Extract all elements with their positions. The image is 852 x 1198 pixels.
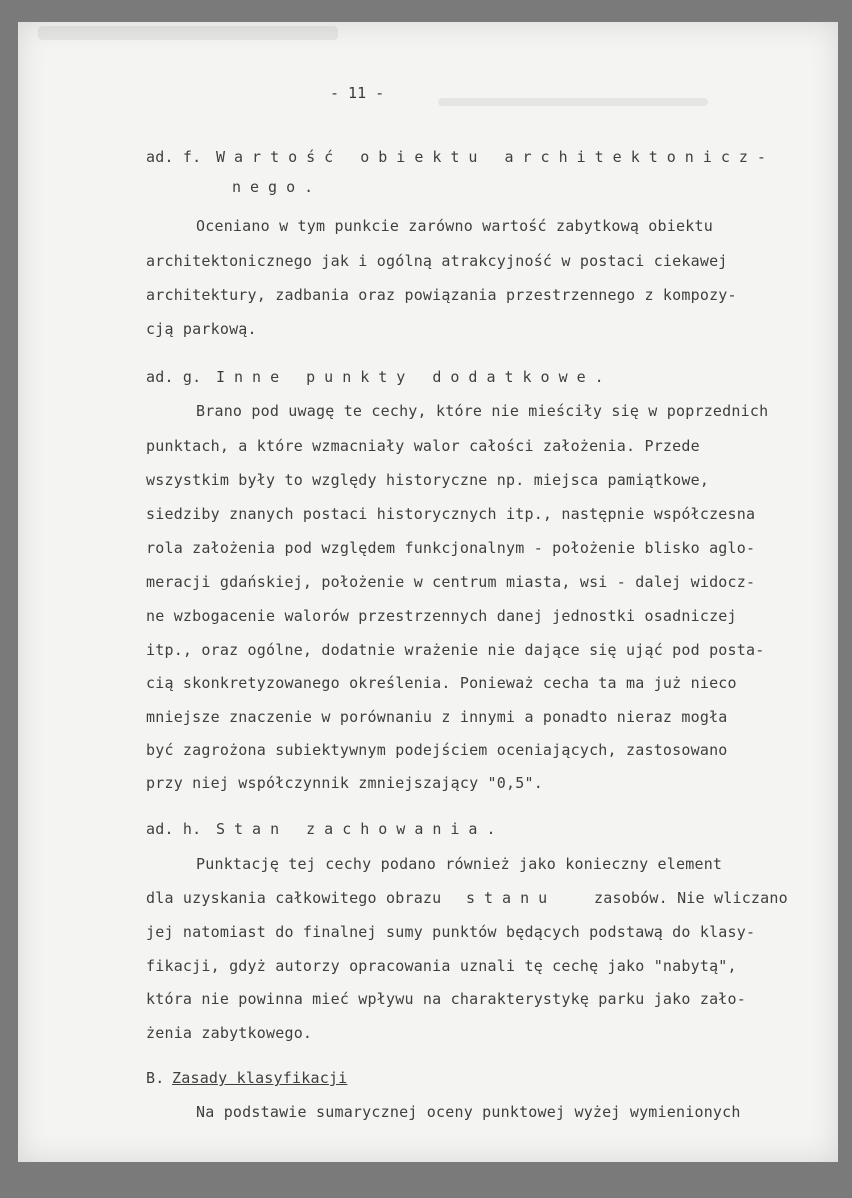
section-g-line: meracji gdańskiej, położenie w centrum miasta, wsi - dalej widocz- <box>146 573 756 591</box>
section-g-line: punktach, a które wzmacniały walor całości założenia. Przede <box>146 437 700 455</box>
section-g-line: siedziby znanych postaci historycznych itp., następnie współczesna <box>146 505 756 523</box>
section-g-prefix: ad. g. <box>146 368 202 386</box>
section-f-line: architektonicznego jak i ogólną atrakcyjność w postaci ciekawej <box>146 252 728 270</box>
section-h-line-part: dla uzyskania całkowitego obrazu <box>146 889 442 907</box>
scan-smudge <box>438 98 708 106</box>
section-g-line: rola założenia pod względem funkcjonalnym - położenie blisko aglo- <box>146 539 756 557</box>
section-h-line: która nie powinna mieć wpływu na charakterystykę parku jako zało- <box>146 990 746 1008</box>
section-f-title-line2: nego. <box>232 178 323 196</box>
section-g-line: cią skonkretyzowanego określenia. Ponieważ cecha ta ma już nieco <box>146 674 737 692</box>
section-g-line: wszystkim były to względy historyczne np. miejsca pamiątkowe, <box>146 471 710 489</box>
section-f-title-line1: Wartość obiektu architektonicz- <box>216 148 775 166</box>
section-f-line: Oceniano w tym punkcie zarówno wartość zabytkową obiektu <box>196 217 713 235</box>
section-g-line: być zagrożona subiektywnym podejściem oceniających, zastosowano <box>146 741 728 759</box>
section-B-line: Na podstawie sumarycznej oceny punktowej wyżej wymienionych <box>196 1103 741 1121</box>
section-h-line-part: zasobów. Nie wliczano <box>594 889 788 907</box>
section-f-line: architektury, zadbania oraz powiązania przestrzennego z kompozy- <box>146 286 737 304</box>
section-f-prefix: ad. f. <box>146 148 202 166</box>
section-g-line: itp., oraz ogólne, dodatnie wrażenie nie dające się ująć pod posta- <box>146 641 765 659</box>
scan-smudge <box>38 26 338 40</box>
section-h-line: jej natomiast do finalnej sumy punktów będących podstawą do klasy- <box>146 923 756 941</box>
section-h-prefix: ad. h. <box>146 820 202 838</box>
section-g-title: Inne punkty dodatkowe. <box>216 368 613 386</box>
section-g-line: ne wzbogacenie walorów przestrzennych danej jednostki osadniczej <box>146 607 737 625</box>
section-f-line: cją parkową. <box>146 320 257 338</box>
section-B-prefix: B. <box>146 1069 165 1087</box>
section-g-line: mniejsze znaczenie w porównaniu z innymi a ponadto nieraz mogła <box>146 708 728 726</box>
page-number: - 11 - <box>330 84 385 102</box>
section-h-line: żenia zabytkowego. <box>146 1024 313 1042</box>
section-g-line: Brano pod uwagę te cechy, które nie mieściły się w poprzednich <box>196 402 769 420</box>
section-h-line-spaced-word: stanu <box>466 889 557 907</box>
section-g-line: przy niej współczynnik zmniejszający "0,5". <box>146 774 543 792</box>
section-h-line: Punktację tej cechy podano również jako konieczny element <box>196 855 723 873</box>
section-B-title: Zasady klasyfikacji <box>172 1069 348 1087</box>
section-h-title: Stan zachowania. <box>216 820 505 838</box>
section-h-line: fikacji, gdyż autorzy opracowania uznali tę cechę jako "nabytą", <box>146 957 737 975</box>
